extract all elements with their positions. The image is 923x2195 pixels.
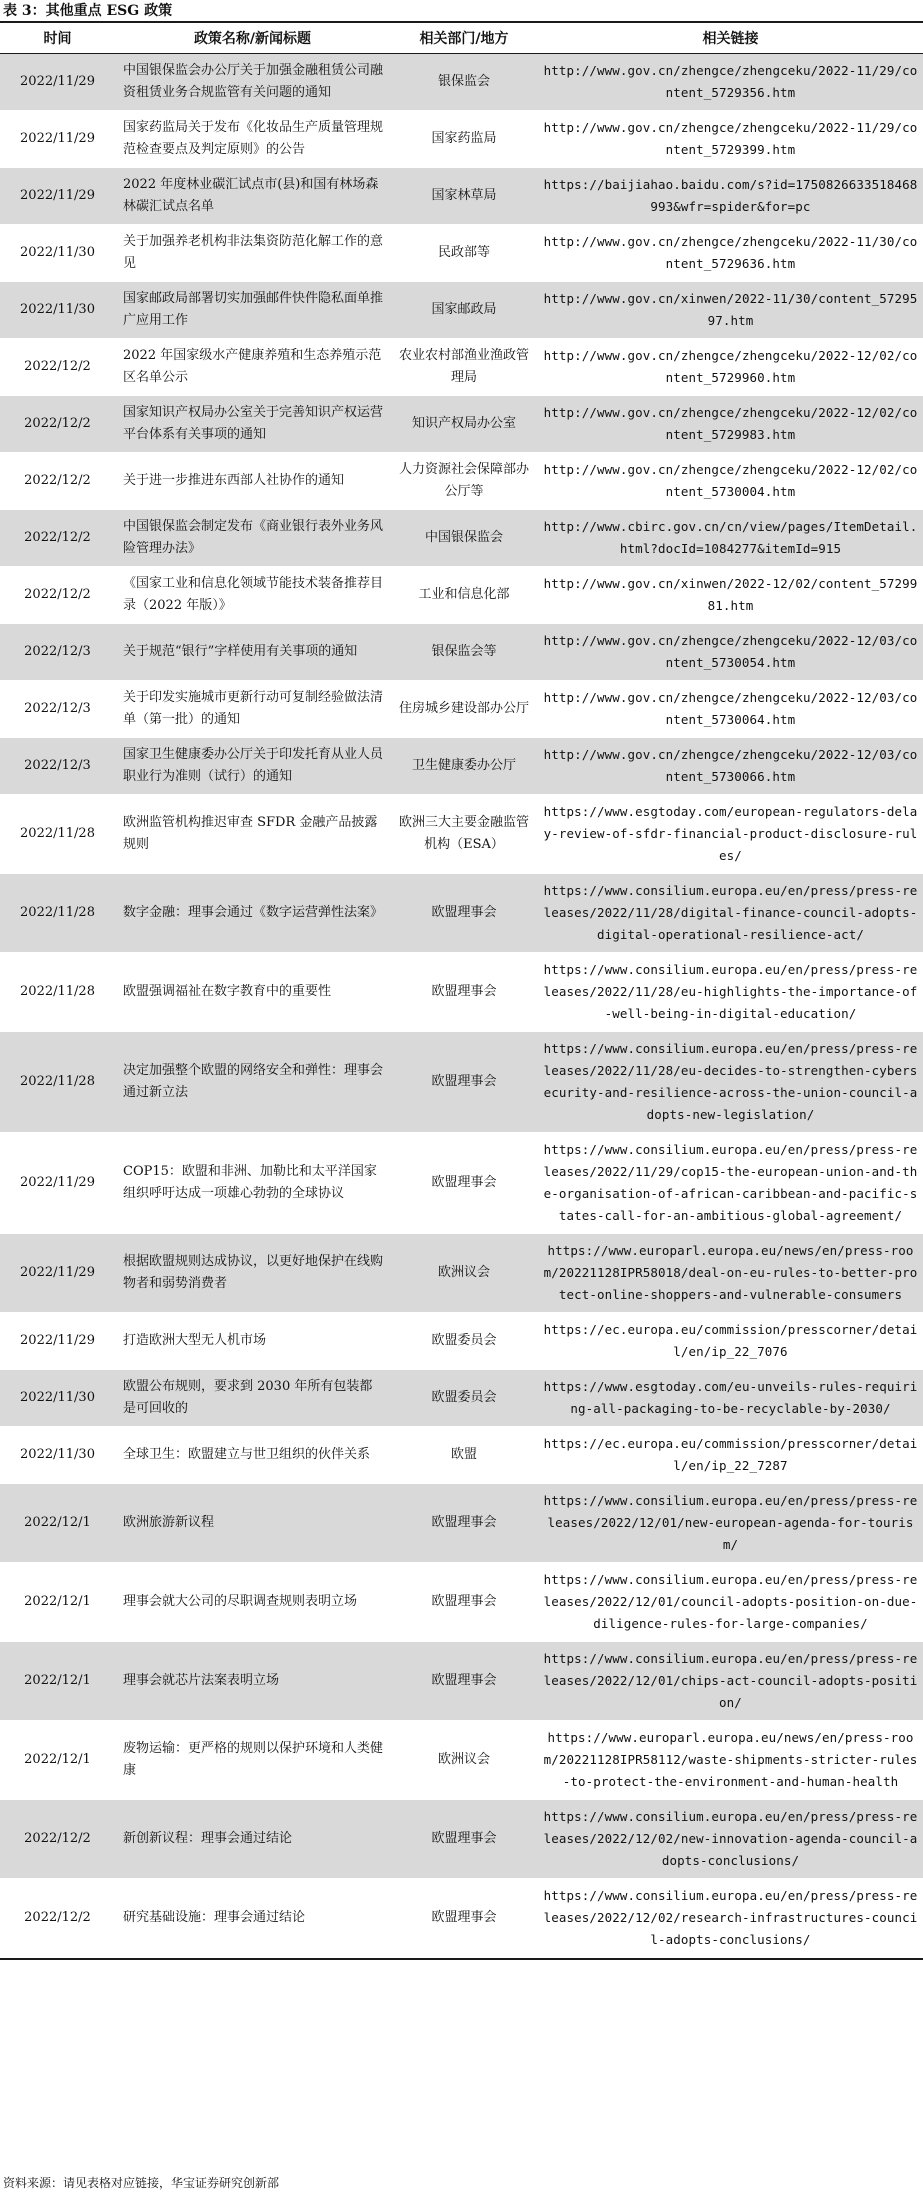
row-link[interactable]: https://www.consilium.europa.eu/en/press/press-releases/2022/11/28/digital-finance-council-adopts-digital-operational-resilience-act/ <box>538 874 923 953</box>
row-dept: 欧盟理事会 <box>390 874 538 953</box>
table-row <box>0 396 923 453</box>
row-date: 2022/11/28 <box>0 1032 115 1133</box>
row-dept: 工业和信息化部 <box>390 567 538 624</box>
row-dept: 欧盟委员会 <box>390 1370 538 1427</box>
row-date: 2022/12/1 <box>0 1563 115 1642</box>
row-link[interactable]: https://www.esgtoday.com/eu-unveils-rules-requiring-all-packaging-to-be-recyclable-by-2030/ <box>538 1370 923 1427</box>
row-dept: 欧盟理事会 <box>390 1133 538 1234</box>
row-dept: 国家林草局 <box>390 168 538 225</box>
table-caption: 表 3：其他重点 ESG 政策 <box>3 3 173 19</box>
table-row <box>0 795 923 874</box>
row-date: 2022/11/30 <box>0 1427 115 1484</box>
row-title: 中国银保监会制定发布《商业银行表外业务风险管理办法》 <box>115 510 390 567</box>
table-row <box>0 567 923 624</box>
row-title: 根据欧盟规则达成协议，以更好地保护在线购物者和弱势消费者 <box>115 1234 390 1313</box>
row-dept: 民政部等 <box>390 225 538 282</box>
row-date: 2022/11/29 <box>0 111 115 168</box>
row-dept: 国家邮政局 <box>390 282 538 339</box>
row-link[interactable]: http://www.gov.cn/zhengce/zhengceku/2022-12/02/content_5729983.htm <box>538 396 923 453</box>
row-link[interactable]: https://ec.europa.eu/commission/presscorner/detail/en/ip_22_7076 <box>538 1313 923 1370</box>
row-title: 国家知识产权局办公室关于完善知识产权运营平台体系有关事项的通知 <box>115 396 390 453</box>
table-row <box>0 1879 923 1958</box>
row-dept: 欧盟理事会 <box>390 1484 538 1563</box>
table-row <box>0 1427 923 1484</box>
row-title: 欧洲监管机构推迟审查 SFDR 金融产品披露规则 <box>115 795 390 874</box>
row-date: 2022/11/29 <box>0 168 115 225</box>
row-date: 2022/11/28 <box>0 795 115 874</box>
table-row <box>0 168 923 225</box>
row-link[interactable]: http://www.cbirc.gov.cn/cn/view/pages/ItemDetail.html?docId=1084277&itemId=915 <box>538 510 923 567</box>
row-dept: 欧盟委员会 <box>390 1313 538 1370</box>
table-row <box>0 1721 923 1800</box>
row-link[interactable]: https://www.consilium.europa.eu/en/press/press-releases/2022/12/01/chips-act-council-adopts-position/ <box>538 1642 923 1721</box>
row-date: 2022/12/2 <box>0 339 115 396</box>
row-date: 2022/11/30 <box>0 225 115 282</box>
row-link[interactable]: http://www.gov.cn/zhengce/zhengceku/2022-12/02/content_5730004.htm <box>538 453 923 510</box>
table-row <box>0 510 923 567</box>
row-title: 决定加强整个欧盟的网络安全和弹性：理事会通过新立法 <box>115 1032 390 1133</box>
row-date: 2022/12/3 <box>0 681 115 738</box>
row-title: 中国银保监会办公厅关于加强金融租赁公司融资租赁业务合规监管有关问题的通知 <box>115 54 390 111</box>
table-row <box>0 1032 923 1133</box>
row-link[interactable]: https://ec.europa.eu/commission/presscorner/detail/en/ip_22_7287 <box>538 1427 923 1484</box>
row-date: 2022/11/29 <box>0 1234 115 1313</box>
row-date: 2022/11/30 <box>0 1370 115 1427</box>
row-title: 数字金融：理事会通过《数字运营弹性法案》 <box>115 874 390 953</box>
row-date: 2022/12/2 <box>0 453 115 510</box>
row-title: 2022 年国家级水产健康养殖和生态养殖示范区名单公示 <box>115 339 390 396</box>
row-dept: 欧洲三大主要金融监管机构（ESA） <box>390 795 538 874</box>
row-dept: 欧洲议会 <box>390 1721 538 1800</box>
table-row <box>0 1563 923 1642</box>
row-title: 全球卫生：欧盟建立与世卫组织的伙伴关系 <box>115 1427 390 1484</box>
row-title: 关于进一步推进东西部人社协作的通知 <box>115 453 390 510</box>
row-link[interactable]: http://www.gov.cn/xinwen/2022-11/30/content_5729597.htm <box>538 282 923 339</box>
table-row <box>0 453 923 510</box>
row-dept: 中国银保监会 <box>390 510 538 567</box>
row-title: 关于加强养老机构非法集资防范化解工作的意见 <box>115 225 390 282</box>
table-row <box>0 1370 923 1427</box>
source-note: 资料来源：请见表格对应链接，华宝证券研究创新部 <box>3 2176 280 2190</box>
row-dept: 银保监会 <box>390 54 538 111</box>
header-date: 时间 <box>0 23 115 54</box>
row-title: 新创新议程：理事会通过结论 <box>115 1800 390 1879</box>
header-dept: 相关部门/地方 <box>390 23 538 54</box>
row-link[interactable]: https://www.consilium.europa.eu/en/press/press-releases/2022/12/01/council-adopts-position-on-due-diligence-rules-for-large-companies/ <box>538 1563 923 1642</box>
row-dept: 欧盟理事会 <box>390 1032 538 1133</box>
row-title: 打造欧洲大型无人机市场 <box>115 1313 390 1370</box>
row-title: 2022 年度林业碳汇试点市(县)和国有林场森林碳汇试点名单 <box>115 168 390 225</box>
row-title: 理事会就芯片法案表明立场 <box>115 1642 390 1721</box>
row-date: 2022/11/30 <box>0 282 115 339</box>
row-dept: 欧盟理事会 <box>390 1800 538 1879</box>
table-row <box>0 1800 923 1879</box>
row-link[interactable]: http://www.gov.cn/zhengce/zhengceku/2022-11/29/content_5729399.htm <box>538 111 923 168</box>
row-link[interactable]: https://www.consilium.europa.eu/en/press/press-releases/2022/12/02/research-infrastructures-council-adopts-conclusions/ <box>538 1879 923 1958</box>
policy-table <box>0 23 923 1958</box>
table-row <box>0 1234 923 1313</box>
row-title: 研究基础设施：理事会通过结论 <box>115 1879 390 1958</box>
row-link[interactable]: https://www.esgtoday.com/european-regulators-delay-review-of-sfdr-financial-product-disclosure-rules/ <box>538 795 923 874</box>
row-dept: 欧盟 <box>390 1427 538 1484</box>
table-row <box>0 1313 923 1370</box>
row-title: 欧盟公布规则，要求到 2030 年所有包装都是可回收的 <box>115 1370 390 1427</box>
table-row <box>0 953 923 1032</box>
table-row <box>0 1484 923 1563</box>
row-title: 关于规范“银行”字样使用有关事项的通知 <box>115 624 390 681</box>
table-header-row <box>0 23 923 54</box>
row-date: 2022/11/29 <box>0 54 115 111</box>
row-title: 废物运输：更严格的规则以保护环境和人类健康 <box>115 1721 390 1800</box>
table-row <box>0 624 923 681</box>
row-link[interactable]: https://www.consilium.europa.eu/en/press/press-releases/2022/11/28/eu-highlights-the-importance-of-well-being-in-digital-education/ <box>538 953 923 1032</box>
row-title: 关于印发实施城市更新行动可复制经验做法清单（第一批）的通知 <box>115 681 390 738</box>
row-link[interactable]: https://www.consilium.europa.eu/en/press/press-releases/2022/12/02/new-innovation-agenda-council-adopts-conclusions/ <box>538 1800 923 1879</box>
row-link[interactable]: https://www.consilium.europa.eu/en/press/press-releases/2022/11/29/cop15-the-european-union-and-the-organisation-of-african-caribbean-and-pacific-states-call-for-an-ambitious-global-agreement/ <box>538 1133 923 1234</box>
row-title: 国家邮政局部署切实加强邮件快件隐私面单推广应用工作 <box>115 282 390 339</box>
row-link[interactable]: http://www.gov.cn/zhengce/zhengceku/2022-11/30/content_5729636.htm <box>538 225 923 282</box>
row-link[interactable]: https://www.consilium.europa.eu/en/press/press-releases/2022/11/28/eu-decides-to-strengthen-cybersecurity-and-resilience-across-the-union-council-adopts-new-legislation/ <box>538 1032 923 1133</box>
row-link[interactable]: https://www.europarl.europa.eu/news/en/press-room/20221128IPR58018/deal-on-eu-rules-to-better-protect-online-shoppers-and-vulnerable-consumers <box>538 1234 923 1313</box>
row-date: 2022/12/2 <box>0 396 115 453</box>
row-title: 《国家工业和信息化领域节能技术装备推荐目录（2022 年版）》 <box>115 567 390 624</box>
row-dept: 卫生健康委办公厅 <box>390 738 538 795</box>
row-link[interactable]: http://www.gov.cn/xinwen/2022-12/02/content_5729981.htm <box>538 567 923 624</box>
row-title: 欧盟强调福祉在数字教育中的重要性 <box>115 953 390 1032</box>
row-title: 国家药监局关于发布《化妆品生产质量管理规范检查要点及判定原则》的公告 <box>115 111 390 168</box>
row-date: 2022/12/1 <box>0 1721 115 1800</box>
row-dept: 国家药监局 <box>390 111 538 168</box>
row-date: 2022/12/3 <box>0 624 115 681</box>
row-dept: 人力资源社会保障部办公厅等 <box>390 453 538 510</box>
row-dept: 欧盟理事会 <box>390 1879 538 1958</box>
row-link[interactable]: https://www.europarl.europa.eu/news/en/press-room/20221128IPR58112/waste-shipments-stricter-rules-to-protect-the-environment-and-human-health <box>538 1721 923 1800</box>
table-row <box>0 54 923 111</box>
table-row <box>0 111 923 168</box>
row-title: 国家卫生健康委办公厅关于印发托育从业人员职业行为准则（试行）的通知 <box>115 738 390 795</box>
row-date: 2022/11/29 <box>0 1133 115 1234</box>
table-row <box>0 225 923 282</box>
row-date: 2022/11/28 <box>0 953 115 1032</box>
row-dept: 欧盟理事会 <box>390 1563 538 1642</box>
row-date: 2022/11/28 <box>0 874 115 953</box>
row-dept: 银保监会等 <box>390 624 538 681</box>
table-row <box>0 874 923 953</box>
header-title: 政策名称/新闻标题 <box>115 23 390 54</box>
row-date: 2022/12/2 <box>0 1800 115 1879</box>
row-title: COP15：欧盟和非洲、加勒比和太平洋国家组织呼吁达成一项雄心勃勃的全球协议 <box>115 1133 390 1234</box>
row-date: 2022/11/29 <box>0 1313 115 1370</box>
row-dept: 农业农村部渔业渔政管理局 <box>390 339 538 396</box>
row-date: 2022/12/3 <box>0 738 115 795</box>
row-dept: 欧盟理事会 <box>390 1642 538 1721</box>
row-link[interactable]: http://www.gov.cn/zhengce/zhengceku/2022-12/03/content_5730066.htm <box>538 738 923 795</box>
row-link[interactable]: https://www.consilium.europa.eu/en/press/press-releases/2022/12/01/new-european-agenda-for-tourism/ <box>538 1484 923 1563</box>
row-date: 2022/12/2 <box>0 567 115 624</box>
row-link[interactable]: http://www.gov.cn/zhengce/zhengceku/2022-12/03/content_5730054.htm <box>538 624 923 681</box>
policy-table-container <box>0 21 923 1960</box>
row-title: 欧洲旅游新议程 <box>115 1484 390 1563</box>
row-date: 2022/12/1 <box>0 1484 115 1563</box>
row-dept: 欧洲议会 <box>390 1234 538 1313</box>
row-title: 理事会就大公司的尽职调查规则表明立场 <box>115 1563 390 1642</box>
table-row <box>0 339 923 396</box>
row-dept: 欧盟理事会 <box>390 953 538 1032</box>
row-dept: 知识产权局办公室 <box>390 396 538 453</box>
row-link[interactable]: http://www.gov.cn/zhengce/zhengceku/2022-12/03/content_5730064.htm <box>538 681 923 738</box>
table-row <box>0 1642 923 1721</box>
table-row <box>0 282 923 339</box>
row-date: 2022/12/1 <box>0 1642 115 1721</box>
row-link[interactable]: https://baijiahao.baidu.com/s?id=1750826633518468993&wfr=spider&for=pc <box>538 168 923 225</box>
row-dept: 住房城乡建设部办公厅 <box>390 681 538 738</box>
header-link: 相关链接 <box>538 23 923 54</box>
row-link[interactable]: http://www.gov.cn/zhengce/zhengceku/2022-11/29/content_5729356.htm <box>538 54 923 111</box>
table-row <box>0 1133 923 1234</box>
table-row <box>0 738 923 795</box>
table-row <box>0 681 923 738</box>
row-date: 2022/12/2 <box>0 1879 115 1958</box>
row-link[interactable]: http://www.gov.cn/zhengce/zhengceku/2022-12/02/content_5729960.htm <box>538 339 923 396</box>
row-date: 2022/12/2 <box>0 510 115 567</box>
